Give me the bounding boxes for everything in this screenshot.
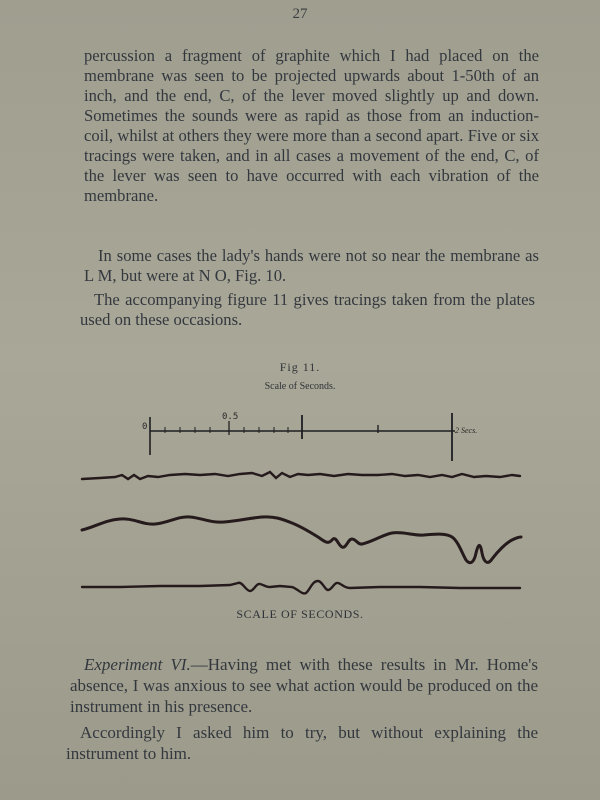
figure-11-tracings	[0, 395, 600, 605]
scale-label-half: 0.5	[222, 412, 239, 422]
page-number: 27	[292, 6, 308, 22]
tracing-3	[82, 581, 520, 593]
experiment-text: —Having met with these results in Mr. Home's absence, I was anxious to see what action would be produced on the instrument in his presence.	[70, 655, 538, 716]
figure-caption: SCALE OF SECONDS.	[236, 607, 364, 621]
scale-of-seconds-bar	[150, 413, 455, 461]
paragraph-experiment-vi	[70, 654, 538, 717]
tracing-1	[82, 472, 520, 479]
paragraph-figure-intro	[80, 290, 535, 330]
scale-minor-ticks	[165, 427, 288, 433]
paragraph-hands-text: In some cases the lady's hands were not so near the membrane as L M, but were at N O, Fig. 10.	[84, 246, 539, 285]
scale-label-zero: 0	[142, 422, 148, 432]
paragraph-accordingly-text: Accordingly I asked him to try, but without explaining the instrument to him.	[66, 723, 538, 763]
paragraph-figure-intro-text: The accompanying figure 11 gives tracings taken from the plates used on these occasions.	[80, 290, 535, 329]
paragraph-hands	[84, 246, 539, 286]
paragraph-accordingly	[66, 722, 538, 764]
scale-label-two-secs: 2 Secs.	[455, 426, 478, 435]
figure-subtitle: Scale of Seconds.	[264, 381, 336, 392]
figure-title: Fig 11.	[279, 360, 321, 374]
tracing-2	[82, 517, 521, 563]
paragraph-percussion: percussion a fragment of graphite which I had placed on the membrane was seen to be projected upwards about 1-50th of an inch, and the end, C, of the lever moved slightly up and down. Sometimes the sounds were as rapid as those from an induction-coil, whilst at others they were more than a second apart. Five or six tracings were taken, and in all cases a movement of the end, C, of the lever was seen to have occurred with each vibration of the membrane.	[84, 46, 539, 205]
experiment-label: Experiment VI.	[84, 655, 191, 674]
